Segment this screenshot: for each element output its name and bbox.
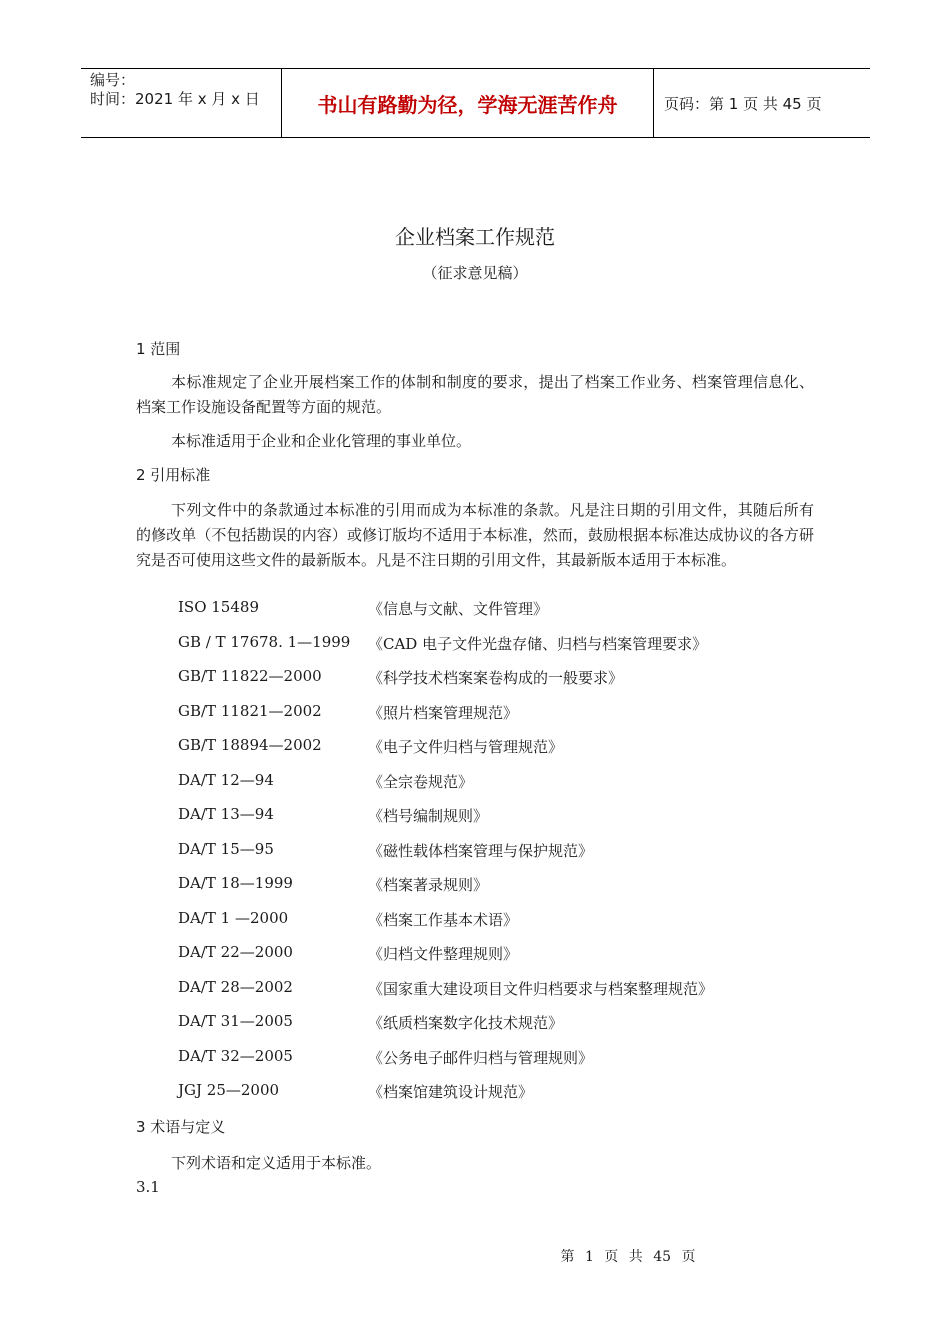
reference-title: 《CAD 电子文件光盘存储、归档与档案管理要求》 [368, 634, 708, 653]
reference-title: 《科学技术档案案卷构成的一般要求》 [368, 669, 624, 687]
reference-title: 《公务电子邮件归档与管理规则》 [368, 1048, 594, 1067]
reference-row [178, 1047, 818, 1069]
reference-title: 《信息与文献、文件管理》 [368, 600, 549, 618]
header-left-cell [81, 69, 281, 137]
reference-title: 《归档文件整理规则》 [368, 945, 519, 963]
reference-row [178, 1081, 818, 1103]
document-title: 企业档案工作规范 [395, 225, 555, 249]
reference-code: DA/T 1 —2000 [178, 908, 289, 927]
reference-row [178, 909, 818, 931]
reference-code: DA/T 32—2005 [178, 1046, 293, 1065]
reference-row [178, 633, 818, 655]
reference-title: 《档案著录规则》 [368, 876, 489, 894]
reference-title: 《电子文件归档与管理规范》 [368, 738, 564, 756]
reference-title: 《档号编制规则》 [368, 807, 489, 825]
reference-title: 《国家重大建设项目文件归档要求与档案整理规范》 [368, 979, 714, 998]
reference-row [178, 978, 818, 1000]
reference-row [178, 667, 818, 689]
section-2-heading: 2 引用标准 [136, 466, 211, 484]
reference-code: GB/T 11821—2002 [178, 701, 322, 720]
reference-row [178, 1012, 818, 1034]
reference-code: DA/T 15—95 [178, 839, 274, 858]
footer-page-number: 第 1 页 共 45 页 [560, 1249, 696, 1265]
page-footer [0, 1246, 950, 1266]
reference-code: JGJ 25—2000 [178, 1081, 280, 1099]
reference-code: DA/T 28—2002 [178, 977, 293, 996]
reference-code: DA/T 22—2000 [178, 943, 293, 961]
reference-code: DA/T 31—2005 [178, 1012, 293, 1030]
reference-title: 《纸质档案数字化技术规范》 [368, 1014, 564, 1032]
reference-row [178, 736, 818, 758]
page-header [81, 68, 870, 138]
reference-row [178, 943, 818, 965]
section-2-paragraph-1: 下列文件中的条款通过本标准的引用而成为本标准的条款。凡是注日期的引用文件，其随后所有的修改单（不包括勘误的内容）或修订版均不适用于本标准，然而，鼓励根据本标准达成协议的各方研究是否可使用这些文件的最新版本。凡是不注日期的引用文件，其最新版本适用于本标准。 [136, 501, 814, 569]
reference-title: 《档案馆建筑设计规范》 [368, 1083, 534, 1101]
reference-row [178, 771, 818, 793]
reference-code: GB/T 11822—2000 [178, 667, 322, 685]
section-1-heading: 1 范围 [136, 340, 181, 358]
reference-code: DA/T 12—94 [178, 770, 274, 789]
reference-code: GB / T 17678. 1—1999 [178, 632, 351, 651]
reference-code: DA/T 13—94 [178, 805, 274, 823]
reference-code: DA/T 18—1999 [178, 874, 293, 892]
time-label: 时间：2021 年 x 月 x 日 [90, 90, 260, 108]
reference-row [178, 805, 818, 827]
section-3-heading: 3 术语与定义 [136, 1118, 226, 1136]
reference-code: ISO 15489 [178, 598, 259, 616]
header-motto: 书山有路勤为径，学海无涯苦作舟 [281, 69, 654, 137]
document-subtitle: （征求意见稿） [422, 264, 528, 282]
reference-row [178, 702, 818, 724]
reference-row [178, 598, 818, 620]
section-1-paragraph-1: 本标准规定了企业开展档案工作的体制和制度的要求，提出了档案工作业务、档案管理信息化、档案工作设施设备配置等方面的规范。 [136, 373, 814, 416]
section-1-paragraph-2: 本标准适用于企业和企业化管理的事业单位。 [171, 432, 472, 450]
reference-code: GB/T 18894—2002 [178, 736, 322, 754]
reference-title: 《档案工作基本术语》 [368, 910, 519, 929]
reference-row [178, 874, 818, 896]
number-label: 编号： [90, 71, 136, 89]
section-3-paragraph-1: 下列术语和定义适用于本标准。 [171, 1154, 382, 1172]
reference-title: 《磁性载体档案管理与保护规范》 [368, 841, 594, 860]
header-page-info: 页码：第 1 页 共 45 页 [664, 94, 822, 113]
section-3-1-number: 3.1 [136, 1178, 160, 1196]
reference-title: 《全宗卷规范》 [368, 772, 474, 791]
reference-row [178, 840, 818, 862]
reference-title: 《照片档案管理规范》 [368, 703, 519, 722]
